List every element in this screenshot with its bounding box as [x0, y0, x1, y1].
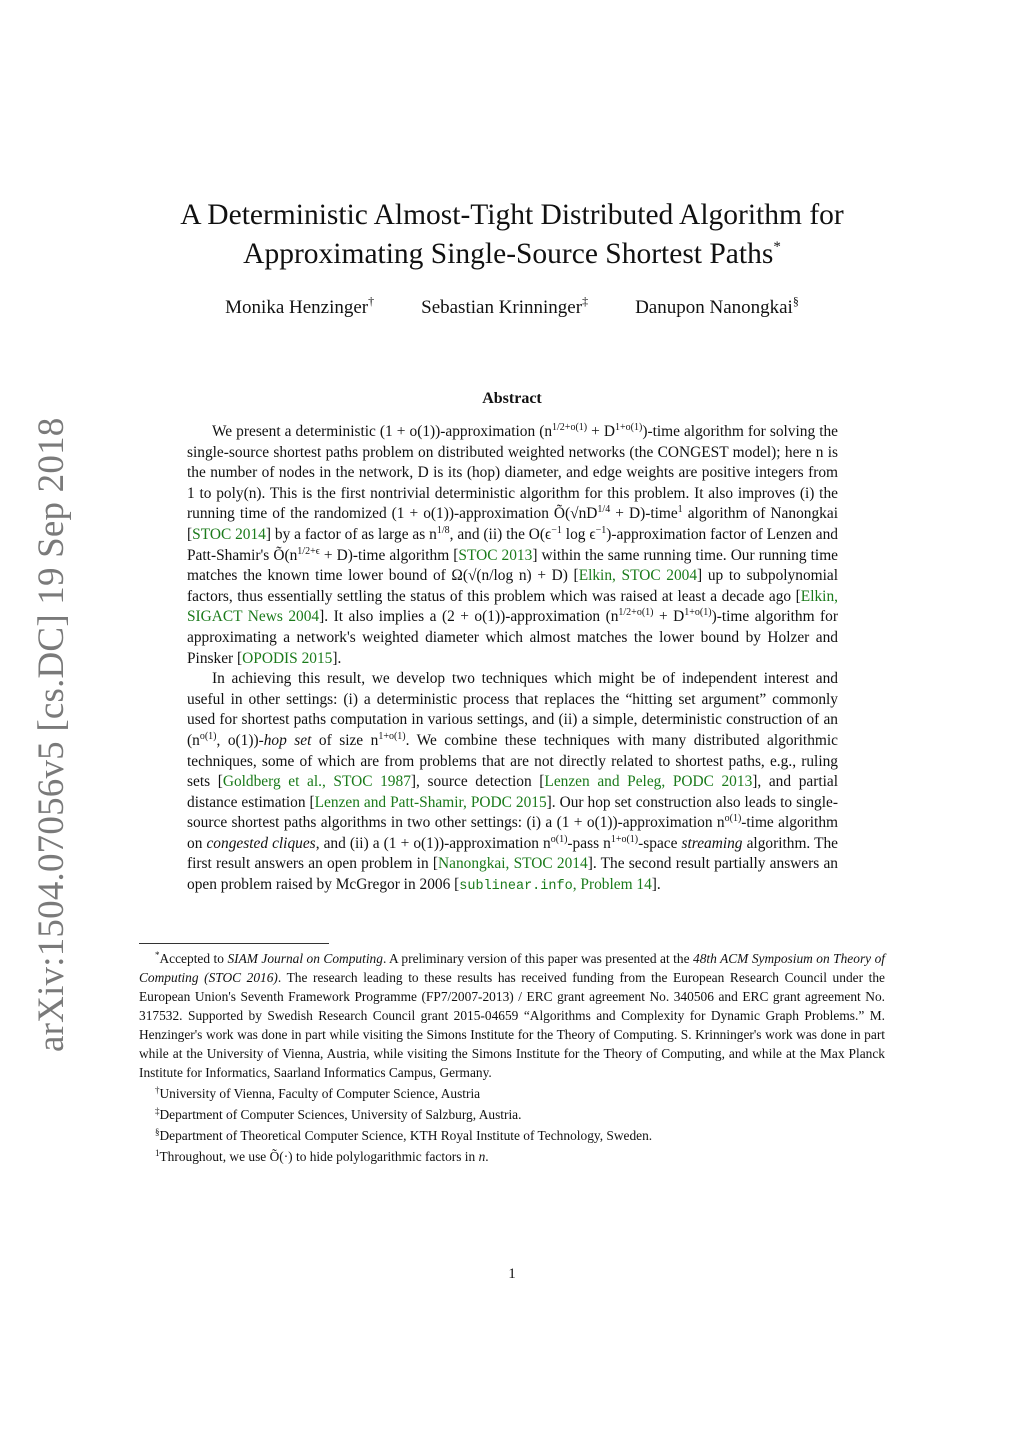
- footnote-affiliation-2: ‡Department of Computer Sciences, University of Salzburg, Austria.: [155, 1106, 522, 1122]
- arxiv-identifier: arXiv:1504.07056v5 [cs.DC] 19 Sep 2018: [31, 417, 72, 1052]
- abstract-paragraph-1: We present a deterministic (1 + o(1))-approximation ($n^{1/2+o(1)}$ + $D^{1+o(1)}$)-time algorithm for solving the single-source shortest paths problem on distributed weighted networks (the CONGEST model); here n is the number of nodes in the network, D is its (hop) diameter, and edge weights are positive integers from 1 to poly(n). This is the first nontrivial deterministic algorithm for this problem. It also improves (i) the running time of the randomized (1 + o(1))-approximation $Õ(√nD^{1/4}$ + D)-time$^1$ algorithm of Nanongkai [STOC 2014] by a factor of as large as $n^{1/8}$, and (ii) the $O(\epsilon^{-1}$ $\log \epsilon^{-1}$)-approximation factor of Lenzen and Patt-Shamir's $Õ(n^{1/2+\epsilon}$ + D)-time algorithm [STOC 2013] within the same running time. Our running time matches the known time lower bound of Ω(√(n/log n) + D) [Elkin, STOC 2004] up to subpolynomial factors, thus essentially settling the status of this problem which was raised at least a decade ago [Elkin, SIGACT News 2004]. It also implies a (2 + o(1))-approximation ($n^{1/2+o(1)}$ + $D^{1+o(1)}$)-time algorithm for approximating a network's weighted diameter which almost matches the lower bound by Holzer and Pinsker [OPODIS 2015].: [187, 422, 838, 667]
- title-line-2: Approximating Single-Source Shortest Paths*: [243, 238, 781, 270]
- footnote-affiliation-1: †University of Vienna, Faculty of Computer Science, Austria: [155, 1085, 481, 1101]
- citation-link[interactable]: STOC 2014: [192, 525, 266, 543]
- citation-link[interactable]: Elkin, STOC 2004: [578, 567, 698, 585]
- abstract-heading: Abstract: [482, 390, 542, 407]
- citation-link[interactable]: Lenzen and Patt-Shamir, PODC 2015: [314, 793, 547, 811]
- citation-link[interactable]: sublinear.info, Problem 14: [459, 876, 652, 895]
- citation-link[interactable]: Elkin, SIGACT News 2004: [187, 587, 838, 626]
- paper-title: [100, 196, 924, 274]
- abstract-paragraph-2: In achieving this result, we develop two techniques which might be of independent interest and useful in other settings: (i) a deterministic process that replaces the “hitting set argument” commonly used for shortest paths computation in various settings, and (ii) a simple, deterministic construction of an ($n^{o(1)}$, o(1))-hop set of size $n^{1+o(1)}$. We combine these techniques with many distributed algorithmic techniques, some of which are from problems that are not directly related to shortest paths, e.g., ruling sets [Goldberg et al., STOC 1987], source detection [Lenzen and Peleg, PODC 2013], and partial distance estimation [Lenzen and Patt-Shamir, PODC 2015]. Our hop set construction also leads to single-source shortest paths algorithms in two other settings: (i) a (1 + o(1))-approximation $n^{o(1)}$-time algorithm on congested cliques, and (ii) a (1 + o(1))-approximation $n^{o(1)}$-pass $n^{1+o(1)}$-space streaming algorithm. The first result answers an open problem in [Nanongkai, STOC 2014]. The second result partially answers an open problem raised by McGregor in 2006 [sublinear.info, Problem 14].: [187, 670, 838, 895]
- citation-link[interactable]: Goldberg et al., STOC 1987: [222, 773, 411, 791]
- title-line-1: A Deterministic Almost-Tight Distributed Algorithm for: [180, 199, 844, 231]
- page-number: 1: [508, 1266, 516, 1282]
- abstract-body: [187, 422, 838, 898]
- footnote-acknowledgement: *Accepted to SIAM Journal on Computing. A preliminary version of this paper was presented at the 48th ACM Symposium on Theory of Computing (STOC 2016). The research leading to these results has received funding from the European Research Council under the European Union's Seventh Framework Programme (FP7/2007-2013) / ERC grant agreement No. 340506 and ERC grant agreement No. 317532. Supported by Swedish Research Council grant 2015-04659 “Algorithms and Complexity for Dynamic Graph Problems.” M. Henzinger's work was done in part while visiting the Simons Institute for the Theory of Computing. S. Krinninger's work was done in part while at the University of Vienna, Austria, while visiting the Simons Institute for the Theory of Computing, and while at the Max Planck Institute for Informatics, Saarland Informatics Campus, Germany.: [139, 950, 885, 1080]
- footnotes: [139, 949, 885, 1168]
- footnote-notation: $^1$Throughout, we use Õ(·) to hide polylogarithmic factors in n.: [155, 1148, 489, 1164]
- citation-link[interactable]: Lenzen and Peleg, PODC 2013: [544, 773, 753, 791]
- citation-link[interactable]: Nanongkai, STOC 2014: [438, 855, 588, 873]
- footnote-divider: [139, 943, 329, 944]
- author: Monika Henzinger†: [225, 294, 375, 318]
- title-footnote-mark: *: [773, 239, 781, 255]
- citation-link[interactable]: STOC 2013: [458, 546, 533, 564]
- author-list: [130, 294, 894, 319]
- citation-link[interactable]: OPODIS 2015: [242, 649, 333, 667]
- footnote-affiliation-3: §Department of Theoretical Computer Science, KTH Royal Institute of Technology, Sweden.: [155, 1127, 653, 1143]
- author: Danupon Nanongkai§: [635, 294, 799, 318]
- author: Sebastian Krinninger‡: [421, 294, 589, 318]
